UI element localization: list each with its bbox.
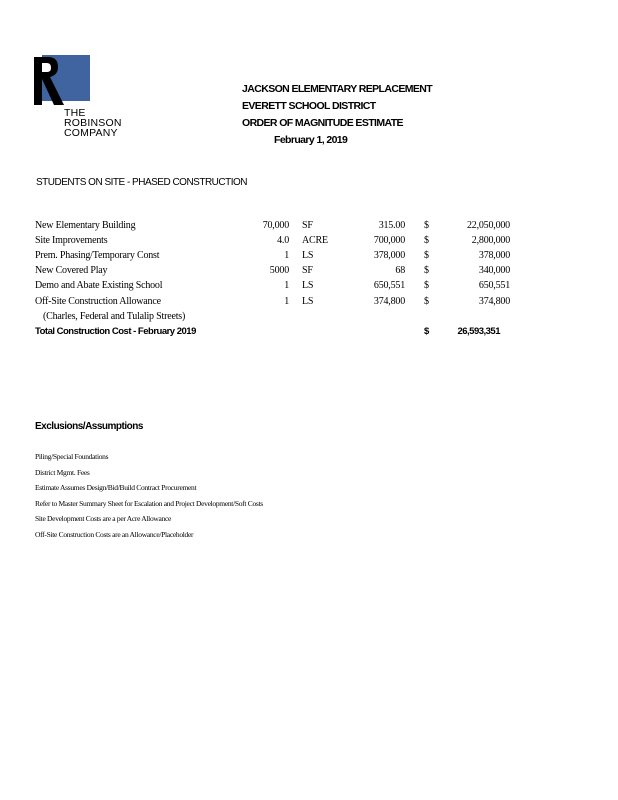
item-total: 340,000 xyxy=(478,265,510,276)
project-title: JACKSON ELEMENTARY REPLACEMENT xyxy=(242,83,433,95)
item-unit-price: 315.00 xyxy=(378,220,405,231)
item-total: 650,551 xyxy=(478,280,510,291)
table-row xyxy=(0,220,618,235)
total-dollar: $ xyxy=(424,326,429,337)
item-dollar-sign: $ xyxy=(424,280,429,291)
item-description: Prem. Phasing/Temporary Const xyxy=(35,250,160,261)
exclusion-item: Piling/Special Foundations xyxy=(35,452,109,461)
item-unit: LS xyxy=(302,280,314,291)
exclusion-item: Site Development Costs are a per Acre Allowance xyxy=(35,514,172,523)
table-row xyxy=(0,280,618,295)
exclusions-title: Exclusions/Assumptions xyxy=(35,421,143,432)
item-total: 378,000 xyxy=(478,250,510,261)
item-dollar-sign: $ xyxy=(424,220,429,231)
item-unit: LS xyxy=(302,296,314,307)
exclusion-item: District Mgmt. Fees xyxy=(35,467,90,477)
item-description: Site Improvements xyxy=(35,235,108,246)
item-unit: SF xyxy=(302,265,313,276)
section-title: STUDENTS ON SITE - PHASED CONSTRUCTION xyxy=(36,177,248,188)
company-name xyxy=(64,108,122,138)
table-row xyxy=(0,265,618,280)
estimate-type: ORDER OF MAGNITUDE ESTIMATE xyxy=(242,117,403,129)
logo-line-2: ROBINSON xyxy=(64,117,122,129)
logo-line-1: THE xyxy=(64,107,86,119)
item-quantity: 5000 xyxy=(269,265,289,276)
company-logo xyxy=(34,55,144,145)
item-description: Off-Site Construction Allowance xyxy=(35,296,161,307)
estimate-date: February 1, 2019 xyxy=(274,134,348,146)
item-dollar-sign: $ xyxy=(424,265,429,276)
item-unit-price: 68 xyxy=(395,265,405,276)
item-dollar-sign: $ xyxy=(424,296,429,307)
table-row xyxy=(0,235,618,250)
item-dollar-sign: $ xyxy=(424,250,429,261)
subnote: (Charles, Federal and Tulalip Streets) xyxy=(43,311,186,322)
item-unit: ACRE xyxy=(302,235,328,246)
item-unit-price: 700,000 xyxy=(373,235,405,246)
item-quantity: 1 xyxy=(284,250,289,261)
item-unit: LS xyxy=(302,250,314,261)
robinson-logo-mark xyxy=(34,55,90,107)
table-row xyxy=(0,296,618,311)
item-unit-price: 378,000 xyxy=(373,250,405,261)
table-row xyxy=(0,250,618,265)
item-unit-price: 650,551 xyxy=(373,280,405,291)
item-dollar-sign: $ xyxy=(424,235,429,246)
district-name: EVERETT SCHOOL DISTRICT xyxy=(242,100,376,112)
item-quantity: 70,000 xyxy=(262,220,289,231)
total-label: Total Construction Cost - February 2019 xyxy=(35,326,196,337)
item-quantity: 1 xyxy=(284,296,289,307)
item-quantity: 4.0 xyxy=(277,235,289,246)
exclusion-item: Estimate Assumes Design/Bid/Build Contract Procurement xyxy=(35,483,197,492)
item-description: New Elementary Building xyxy=(35,220,136,231)
item-total: 22,050,000 xyxy=(466,220,510,231)
item-description: New Covered Play xyxy=(35,265,108,276)
item-quantity: 1 xyxy=(284,280,289,291)
item-description: Demo and Abate Existing School xyxy=(35,280,163,291)
total-row xyxy=(0,326,618,341)
item-unit: SF xyxy=(302,220,313,231)
item-total: 2,800,000 xyxy=(471,235,510,246)
item-unit-price: 374,800 xyxy=(373,296,405,307)
total-value: 26,593,351 xyxy=(457,326,500,337)
exclusion-item: Off-Site Construction Costs are an Allowance/Placeholder xyxy=(35,529,194,539)
logo-line-3: COMPANY xyxy=(64,127,118,139)
item-total: 374,800 xyxy=(478,296,510,307)
exclusion-item: Refer to Master Summary Sheet for Escalation and Project Development/Soft Costs xyxy=(35,498,263,508)
